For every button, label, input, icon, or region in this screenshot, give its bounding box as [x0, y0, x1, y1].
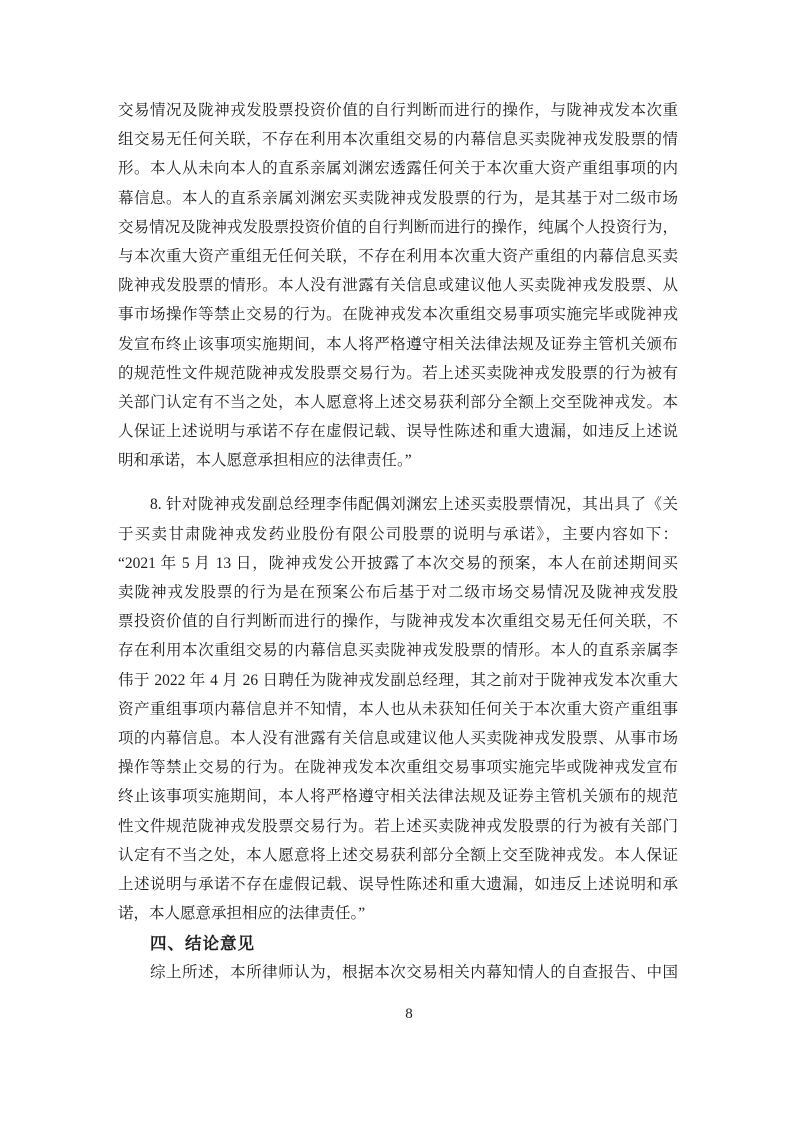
text-line: 票投资价值的自行判断而进行的操作，与陇神戎发本次重组交易无任何关联，不 — [118, 613, 678, 631]
paragraph-conclusion-intro — [118, 958, 678, 987]
text-line: 发宣布终止该事项实施期间，本人将严格遵守相关法律法规及证券主管机关颁布 — [118, 335, 678, 353]
document-text-block — [118, 96, 678, 988]
text-line: 幕信息。本人的直系亲属刘渊宏买卖陇神戎发股票的行为，是其基于对二级市场 — [118, 189, 678, 207]
text-line: 操作等禁止交易的行为。在陇神戎发本次重组交易事项实施完毕或陇神戎发宣布 — [118, 759, 678, 777]
text-line: 事市场操作等禁止交易的行为。在陇神戎发本次重组交易事项实施完毕或陇神戎 — [118, 306, 678, 324]
text-line: 存在利用本次重组交易的内幕信息买卖陇神戎发股票的情形。本人的直系亲属李 — [118, 642, 678, 660]
text-line: 明和承诺，本人愿意承担相应的法律责任。” — [118, 452, 412, 470]
text-line: 卖陇神戎发股票的行为是在预案公布后基于对二级市场交易情况及陇神戎发股 — [118, 584, 678, 601]
text-line: 形。本人从未向本人的直系亲属刘渊宏透露任何关于本次重大资产重组事项的内 — [118, 160, 678, 178]
text-line: 综上所述，本所律师认为，根据本次交易相关内幕知情人的自查报告、中国 — [150, 964, 678, 982]
text-line: 陇神戎发股票的情形。本人没有泄露有关信息或建议他人买卖陇神戎发股票、从 — [118, 277, 678, 295]
text-line: 的规范性文件规范陇神戎发股票交易行为。若上述买卖陇神戎发股票的行为被有 — [118, 364, 678, 382]
text-line: 上述说明与承诺不存在虚假记载、误导性陈述和重大遗漏，如违反上述说明和承 — [118, 875, 678, 893]
text-line: “2021 年 5 月 13 日，陇神戎发公开披露了本次交易的预案，本人在前述期间买 — [118, 554, 678, 572]
text-line: 于买卖甘肃陇神戎发药业股份有限公司股票的说明与承诺》，主要内容如下： — [118, 525, 678, 543]
page-footer — [0, 1006, 793, 1023]
paragraph-statement-continued — [118, 96, 678, 475]
text-line: 性文件规范陇神戎发股票交易行为。若上述买卖陇神戎发股票的行为被有关部门 — [118, 817, 678, 835]
section-heading-conclusion — [118, 929, 678, 958]
text-line: 人保证上述说明与承诺不存在虚假记载、误导性陈述和重大遗漏，如违反上述说 — [118, 423, 678, 441]
text-line: 与本次重大资产重组无任何关联，不存在利用本次重大资产重组的内幕信息买卖 — [118, 247, 678, 265]
text-line: 诺，本人愿意承担相应的法律责任。” — [118, 905, 366, 923]
text-line: 交易情况及陇神戎发股票投资价值的自行判断而进行的操作，纯属个人投资行为， — [118, 218, 678, 236]
paragraph-item-8 — [118, 490, 678, 928]
text-line: 组交易无任何关联，不存在利用本次重组交易的内幕信息买卖陇神戎发股票的情 — [118, 131, 678, 149]
text-line: 关部门认定有不当之处，本人愿意将上述交易获利部分全额上交至陇神戎发。本 — [118, 393, 678, 411]
text-line: 四、结论意见 — [150, 934, 255, 954]
text-line: 终止该事项实施期间，本人将严格遵守相关法律法规及证券主管机关颁布的规范 — [118, 788, 678, 806]
text-line: 伟于 2022 年 4 月 26 日聘任为陇神戎发副总经理，其之前对于陇神戎发本次重大 — [118, 671, 678, 689]
text-line: 项的内幕信息。本人没有泄露有关信息或建议他人买卖陇神戎发股票、从事市场 — [118, 729, 678, 747]
text-line: 资产重组事项内幕信息并不知情，本人也从未获知任何关于本次重大资产重组事 — [118, 700, 678, 718]
text-line: 认定有不当之处，本人愿意将上述交易获利部分全额上交至陇神戎发。本人保证 — [118, 846, 678, 864]
text-line: 交易情况及陇神戎发股票投资价值的自行判断而进行的操作，与陇神戎发本次重 — [118, 102, 678, 119]
page-number: 8 — [405, 1006, 413, 1022]
text-line: 8. 针对陇神戎发副总经理李伟配偶刘渊宏上述买卖股票情况，其出具了《关 — [150, 496, 678, 514]
